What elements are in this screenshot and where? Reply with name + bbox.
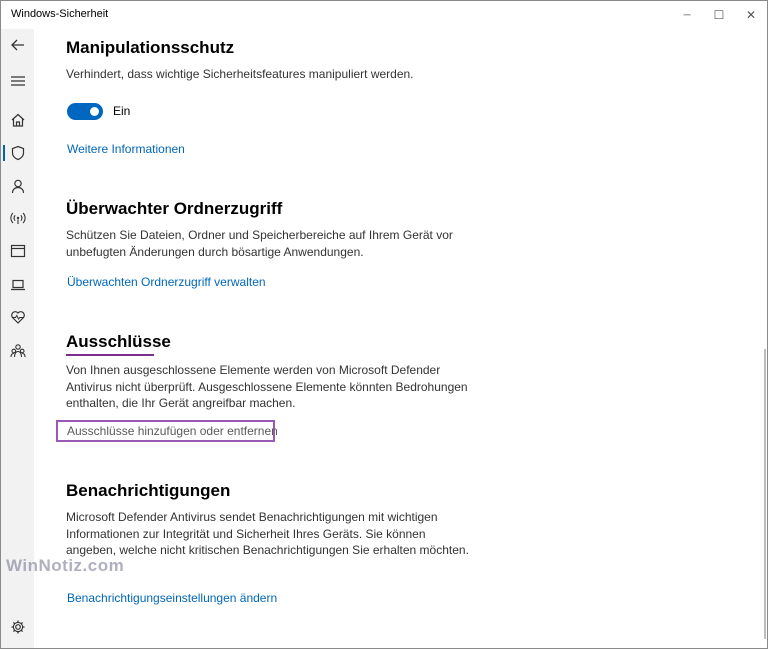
minimize-icon: ─ xyxy=(683,9,691,21)
gear-icon xyxy=(10,619,26,635)
exclusions-heading-underline xyxy=(66,354,154,356)
toggle-knob xyxy=(90,107,99,116)
controlled-folder-access-description: Schützen Sie Dateien, Ordner und Speicherbereiche auf Ihrem Gerät vor unbefugten Änderungen durch bösartige Anwendungen. xyxy=(66,228,453,259)
sidebar-item-app-browser-control[interactable] xyxy=(1,235,34,267)
hamburger-menu-icon xyxy=(10,74,26,88)
add-remove-exclusions-highlight xyxy=(56,420,278,442)
shield-icon xyxy=(10,145,26,161)
close-icon: ✕ xyxy=(745,8,757,22)
tamper-protection-heading: Manipulationsschutz xyxy=(66,38,235,57)
notifications-heading: Benachrichtigungen xyxy=(66,481,231,500)
home-icon xyxy=(10,112,26,128)
notifications-description: Microsoft Defender Antivirus sendet Benachrichtigungen mit wichtigen Informationen zur Integrität und Sicherheit Ihres Geräts. Sie können angeben, welche nicht kritischen Benachrichtigungen Sie erhalten möchten. xyxy=(66,510,469,557)
exclusions-description: Von Ihnen ausgeschlossene Elemente werden von Microsoft Defender Antivirus nicht überprüft. Ausgeschlossene Elemente könnten Bedrohungen enthalten, die Ihr Gerät angreifbar machen. xyxy=(66,363,468,410)
exclusions-heading: Ausschlüsse xyxy=(66,332,171,351)
sidebar-item-virus-protection[interactable] xyxy=(1,137,34,169)
active-indicator xyxy=(3,145,5,161)
notifications-section xyxy=(66,481,476,559)
vertical-scrollbar[interactable] xyxy=(764,349,766,639)
sidebar-item-device-health[interactable] xyxy=(1,301,34,333)
more-info-link[interactable]: Weitere Informationen xyxy=(67,142,185,156)
tamper-protection-section xyxy=(66,38,476,83)
change-notification-settings-link[interactable]: Benachrichtigungseinstellungen ändern xyxy=(67,591,278,605)
laptop-icon xyxy=(10,277,26,293)
tamper-protection-toggle-label: Ein xyxy=(113,104,131,118)
controlled-folder-access-heading: Überwachter Ordnerzugriff xyxy=(66,199,283,218)
back-button[interactable] xyxy=(1,29,34,61)
sidebar-item-settings[interactable] xyxy=(1,611,34,643)
window-title: Windows-Sicherheit xyxy=(11,8,109,20)
tamper-protection-toggle[interactable] xyxy=(67,103,103,120)
sidebar-item-device-security[interactable] xyxy=(1,269,34,301)
person-icon xyxy=(10,178,26,194)
main-content xyxy=(34,29,767,648)
menu-button[interactable] xyxy=(1,65,34,97)
tamper-protection-description: Verhindert, dass wichtige Sicherheitsfeatures manipuliert werden. xyxy=(66,67,414,81)
watermark: WinNotiz.com xyxy=(6,556,125,575)
heartbeat-icon xyxy=(10,309,26,325)
browser-window-icon xyxy=(10,243,26,259)
sidebar-item-family-options[interactable] xyxy=(1,335,34,367)
controlled-folder-access-section xyxy=(66,199,476,260)
close-button[interactable] xyxy=(732,1,768,29)
title-bar xyxy=(1,1,767,29)
exclusions-section xyxy=(66,332,476,412)
antenna-icon xyxy=(10,210,26,226)
family-icon xyxy=(10,343,26,359)
back-arrow-icon xyxy=(10,37,26,53)
sidebar-item-account-protection[interactable] xyxy=(1,170,34,202)
add-remove-exclusions-link[interactable]: Ausschlüsse hinzufügen oder entfernen xyxy=(67,424,278,438)
sidebar-item-home[interactable] xyxy=(1,104,34,136)
maximize-icon: ☐ xyxy=(713,8,725,22)
manage-controlled-folder-access-link[interactable]: Überwachten Ordnerzugriff verwalten xyxy=(67,275,266,289)
sidebar-item-firewall[interactable] xyxy=(1,202,34,234)
